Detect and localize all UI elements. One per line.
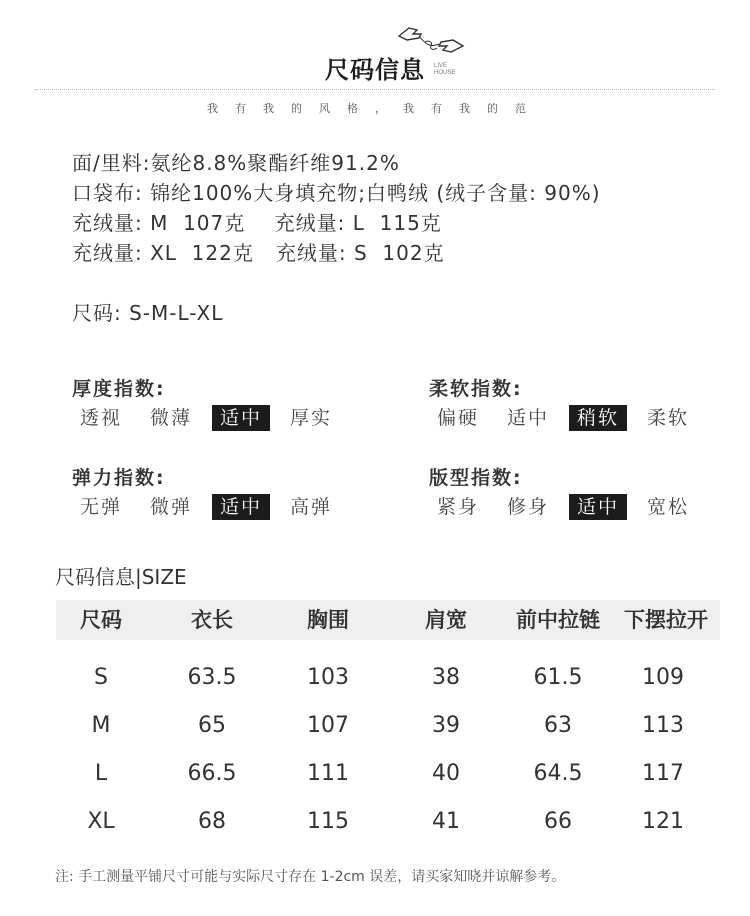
- softness-option: 偏硬: [436, 407, 479, 429]
- table-cell: 64.5: [533, 761, 583, 786]
- softness-option-selected: 稍软: [569, 405, 627, 431]
- fit-option: 宽松: [646, 496, 689, 518]
- table-cell: 68: [198, 809, 226, 834]
- pocket-line: 口袋布: 锦纶100%大身填充物;白鸭绒 (绒子含量: 90%): [72, 181, 601, 205]
- table-cell: 65: [198, 713, 226, 738]
- table-cell: 41: [432, 809, 460, 834]
- table-cell: L: [94, 761, 108, 786]
- elasticity-option-selected: 适中: [212, 494, 270, 520]
- measurement-note: 注: 手工测量平铺尺寸可能与实际尺寸存在 1-2cm 误差，请买家知晓并谅解参考。: [55, 869, 566, 885]
- table-header-cell: 前中拉链: [516, 608, 600, 632]
- thickness-option: 微薄: [149, 407, 192, 429]
- table-cell: 66.5: [187, 761, 237, 786]
- table-cell: 38: [432, 665, 460, 690]
- slogan: 我有我的风格，我有我的范: [207, 102, 543, 115]
- table-cell: 111: [307, 761, 349, 786]
- softness-option: 适中: [506, 407, 549, 429]
- table-cell: 109: [642, 665, 684, 690]
- table-cell: 117: [642, 761, 684, 786]
- table-cell: M: [91, 713, 111, 738]
- table-cell: 61.5: [533, 665, 583, 690]
- elasticity-option: 高弹: [289, 496, 332, 518]
- material-line: 面/里料:氨纶8.8%聚酯纤维91.2%: [72, 151, 400, 175]
- softness-option: 柔软: [646, 407, 689, 429]
- elasticity-option: 无弹: [79, 496, 122, 518]
- thickness-option-selected: 适中: [212, 405, 270, 431]
- fit-option: 修身: [506, 496, 549, 518]
- table-cell: 40: [432, 761, 460, 786]
- table-cell: 107: [307, 713, 349, 738]
- fit-option: 紧身: [436, 496, 479, 518]
- table-cell: S: [94, 665, 108, 690]
- table-cell: 103: [307, 665, 349, 690]
- table-cell: 66: [544, 809, 572, 834]
- table-cell: 115: [307, 809, 349, 834]
- brand-logo-line-2: HOUSE: [434, 70, 456, 76]
- page-title: 尺码信息: [325, 56, 425, 84]
- fill-weight-line-2: 充绒量: XL 122克 充绒量: S 102克: [72, 241, 445, 265]
- table-cell: 113: [642, 713, 684, 738]
- elasticity-option: 微弹: [149, 496, 192, 518]
- table-cell: 39: [432, 713, 460, 738]
- table-cell: XL: [87, 809, 115, 834]
- size-table-heading: 尺码信息|SIZE: [55, 565, 187, 589]
- table-header-cell: 肩宽: [425, 608, 467, 632]
- thickness-option: 透视: [79, 407, 122, 429]
- fill-weight-line-1: 充绒量: M 107克 充绒量: L 115克: [72, 211, 442, 235]
- table-cell: 121: [642, 809, 684, 834]
- table-cell: 63.5: [187, 665, 237, 690]
- table-cell: 63: [544, 713, 572, 738]
- elasticity-index-title: 弹力指数:: [72, 467, 166, 489]
- size-range-line: 尺码: S-M-L-XL: [72, 301, 224, 325]
- thickness-option: 厚实: [289, 407, 332, 429]
- table-header-cell: 尺码: [80, 608, 122, 632]
- fit-index-title: 版型指数:: [429, 467, 523, 489]
- brand-logo-line-1: LIVE: [434, 63, 448, 69]
- softness-index-title: 柔软指数:: [429, 378, 523, 400]
- thickness-index-title: 厚度指数:: [72, 378, 166, 400]
- table-header-cell: 胸围: [307, 608, 349, 632]
- table-header-cell: 下摆拉开: [624, 608, 708, 632]
- dotted-divider: [35, 89, 715, 90]
- brand-logo-text: [434, 63, 455, 77]
- fit-option-selected: 适中: [569, 494, 627, 520]
- table-header-cell: 衣长: [191, 608, 233, 632]
